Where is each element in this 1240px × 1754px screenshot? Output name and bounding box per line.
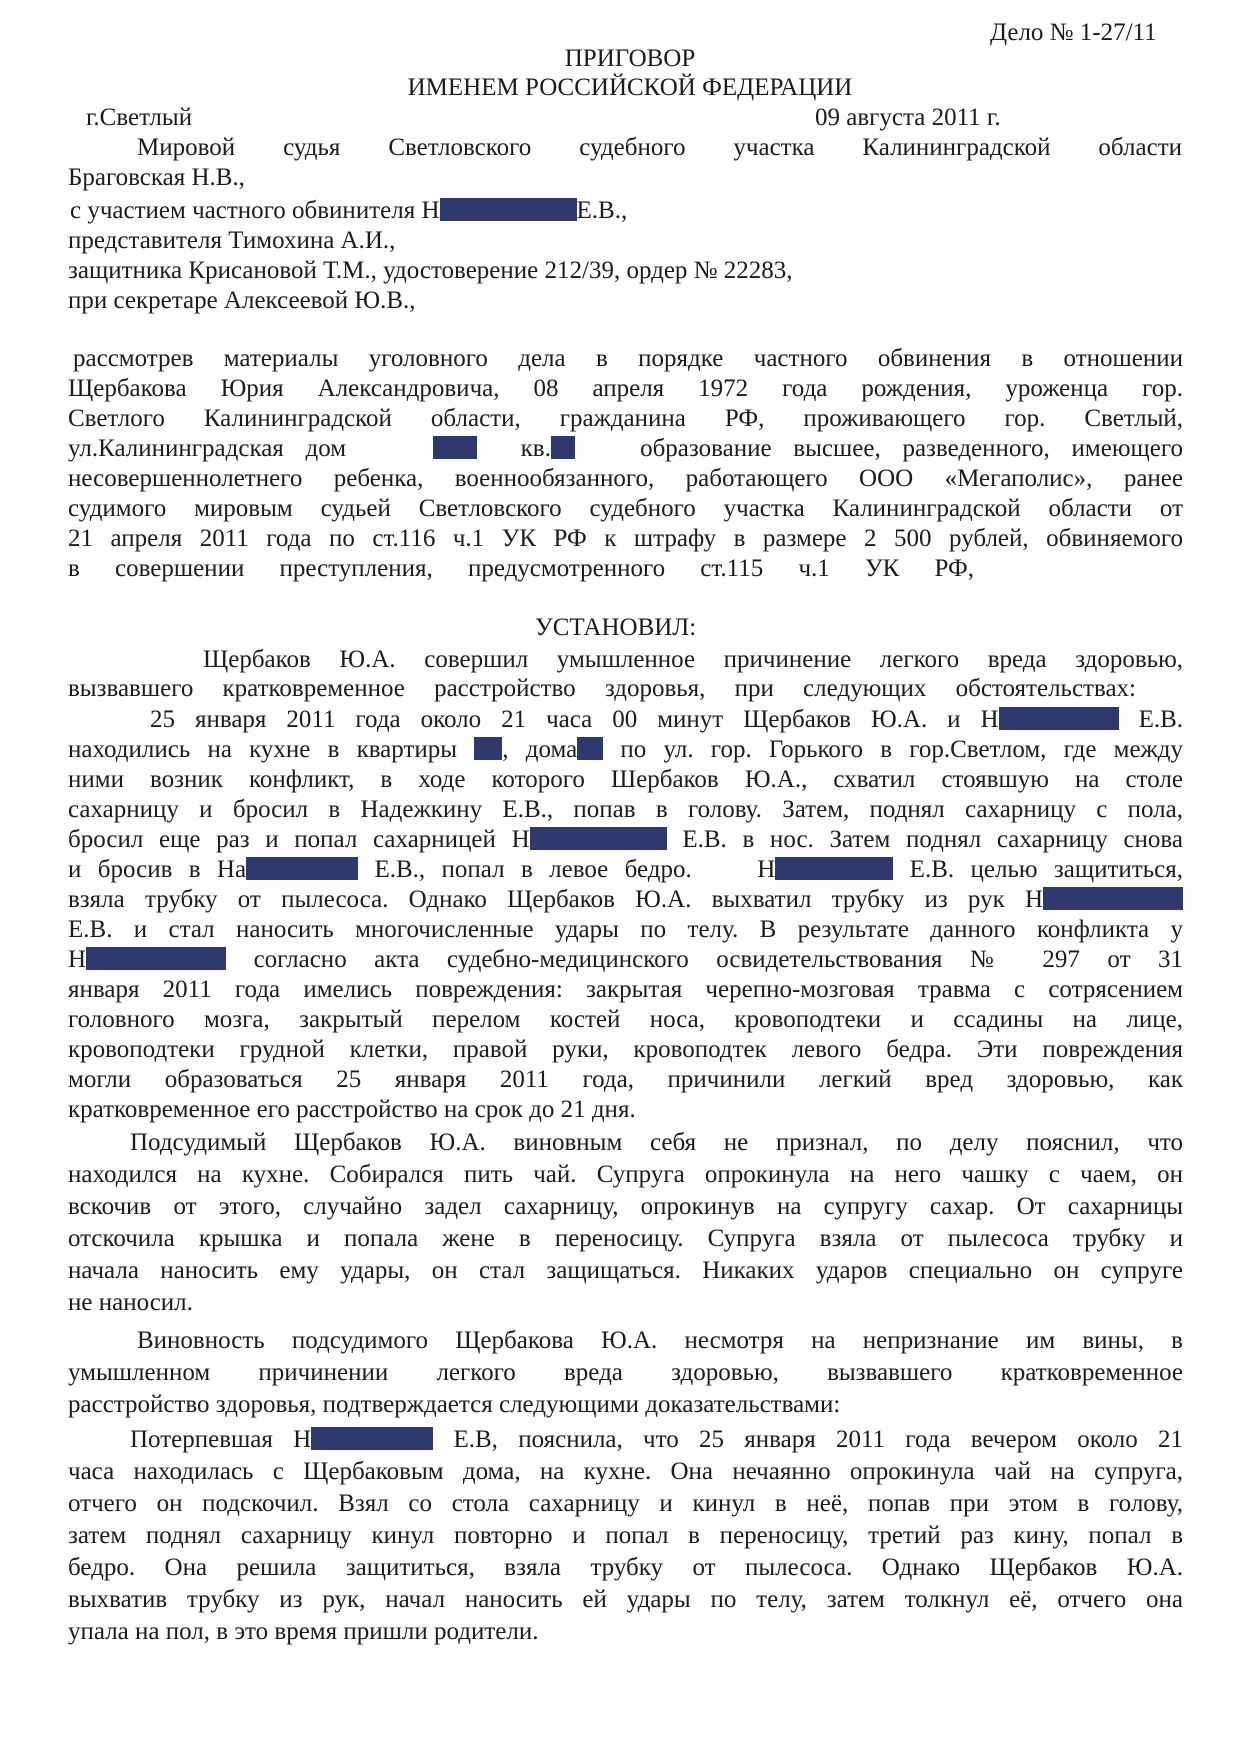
text-fragment: бросил еще раз и попал сахарницей Н <box>68 826 530 853</box>
body-line: января 2011 года имелись повреждения: закрытая черепно-мозговая травма с сотрясением <box>68 976 1183 1003</box>
redaction-block <box>775 857 893 880</box>
body-line <box>68 825 1183 855</box>
body-line: начала наносить ему удары, он стал защищаться. Никаких ударов специально он супруге <box>68 1257 1183 1284</box>
text-fragment: и бросив в На <box>68 856 247 883</box>
redaction-block <box>246 857 358 880</box>
text-fragment: по ул. гор. Горького в гор.Светлом, где между <box>620 736 1184 763</box>
body-line: отчего он подскочил. Взял со стола сахарницу и кинул в неё, попав при этом в голову, <box>68 1490 1183 1517</box>
redaction-block <box>551 436 575 459</box>
body-line: ними возник конфликт, в ходе которого Шербаков Ю.А., схватил стоявшую на столе <box>68 766 1183 793</box>
text-fragment: ул.Калининградская дом <box>68 435 347 462</box>
body-line: кровоподтеки грудной клетки, правой руки, кровоподтек левого бедра. Эти повреждения <box>68 1036 1183 1063</box>
case-number: Дело № 1-27/11 <box>990 19 1157 46</box>
body-line <box>150 705 1183 735</box>
body-line: вызвавшего кратковременное расстройство здоровья, при следующих обстоятельствах: <box>68 675 1136 702</box>
intro-line: защитника Крисановой Т.М., удостоверение 212/39, ордер № 22283, <box>68 257 793 284</box>
redaction-block <box>433 436 477 459</box>
text-fragment: образование высшее, разведенного, имеющего <box>640 435 1183 462</box>
intro-line: несовершеннолетнего ребенка, военнообязанного, работающего ООО «Мегаполис», ранее <box>68 465 1183 492</box>
text-fragment: Е.В., <box>576 197 628 224</box>
body-line: могли образоваться 25 января 2011 года, причинили легкий вред здоровью, как <box>68 1066 1183 1093</box>
intro-line: представителя Тимохина А.И., <box>68 227 396 254</box>
intro-line: Светлого Калининградской области, гражданина РФ, проживающего гор. Светлый, <box>68 405 1183 432</box>
body-line: Виновность подсудимого Щербакова Ю.А. несмотря на непризнание им вины, в <box>137 1327 1183 1354</box>
intro-line: 21 апреля 2011 года по ст.116 ч.1 УК РФ к штрафу в размере 2 500 рублей, обвиняемого <box>68 525 1183 552</box>
intro-line: Браговская Н.В., <box>68 164 245 191</box>
text-fragment: Е.В. в нос. Затем поднял сахарницу снова <box>682 826 1183 853</box>
redaction-block <box>1043 887 1183 910</box>
body-line <box>130 1425 1183 1455</box>
intro-line: при секретаре Алексеевой Ю.В., <box>68 287 416 314</box>
intro-line: рассмотрев материалы уголовного дела в порядке частного обвинения в отношении <box>73 345 1183 372</box>
text-fragment: с участием частного обвинителя Н <box>70 197 440 224</box>
date: 09 августа 2011 г. <box>815 104 1001 131</box>
text-fragment: находились на кухне в квартиры <box>68 736 458 763</box>
body-line: Подсудимый Щербаков Ю.А. виновным себя не признал, по делу пояснил, что <box>130 1129 1183 1156</box>
body-line: Щербаков Ю.А. совершил умышленное причинение легкого вреда здоровью, <box>203 646 1183 673</box>
intro-line <box>68 434 1183 464</box>
body-line: находился на кухне. Собирался пить чай. Супруга опрокинула на него чашку с чаем, он <box>68 1161 1183 1188</box>
text-fragment: дома <box>525 736 578 763</box>
body-line: затем поднял сахарницу кинул повторно и попал в переносицу, третий раз кину, попал в <box>68 1522 1183 1549</box>
text-fragment: Е.В. <box>1138 706 1184 733</box>
body-line: находились на кухне в квартиры , дома по ул. гор. Горького в гор.Светлом, где между <box>68 736 1184 763</box>
city: г.Светлый <box>86 104 193 131</box>
intro-line: в совершении преступления, предусмотренного ст.115 ч.1 УК РФ, <box>68 555 974 582</box>
redaction-block <box>577 737 603 760</box>
body-line: выхватив трубку из рук, начал наносить ей удары по телу, затем толкнул её, отчего она <box>68 1586 1183 1613</box>
body-line: умышленном причинении легкого вреда здоровью, вызвавшего кратковременное <box>68 1359 1183 1386</box>
body-line: головного мозга, закрытый перелом костей носа, кровоподтеки и ссадины на лице, <box>68 1006 1183 1033</box>
intro-line: Щербакова Юрия Александровича, 08 апреля 1972 года рождения, уроженца гор. <box>68 375 1183 402</box>
text-fragment: взяла трубку от пылесоса. Однако Щербаков Ю.А. выхватил трубку из рук Н <box>68 886 1043 913</box>
body-line: вскочив от этого, случайно задел сахарницу, опрокинув на супругу сахар. От сахарницы <box>68 1193 1183 1220</box>
body-line: часа находилась с Щербаковым дома, на кухне. Она нечаянно опрокинула чай на супруга, <box>68 1458 1183 1485</box>
body-line <box>68 885 1183 915</box>
text-fragment: Е.В, пояснила, что 25 января 2011 года вечером около 21 <box>453 1426 1184 1453</box>
intro-line: судимого мировым судьей Светловского судебного участка Калининградской области от <box>68 495 1183 522</box>
text-fragment: Е.В., попал в левое бедро. <box>374 856 692 883</box>
text-fragment: Е.В. целью защититься, <box>909 856 1183 883</box>
body-line: расстройство здоровья, подтверждается следующими доказательствами: <box>68 1391 841 1418</box>
redaction-block <box>86 947 226 970</box>
body-line: кратковременное его расстройство на срок до 21 дня. <box>68 1096 636 1123</box>
text-fragment: Потерпевшая Н <box>130 1426 312 1453</box>
body-line <box>68 945 1183 975</box>
document-title: ПРИГОВОР <box>564 45 696 72</box>
body-line: Е.В. и стал наносить многочисленные удары по телу. В результате данного конфликта у <box>68 916 1183 943</box>
body-line: бедро. Она решила защититься, взяла трубку от пылесоса. Однако Щербаков Ю.А. <box>68 1554 1183 1581</box>
body-line: сахарницу и бросил в Надежкину Е.В., попав в голову. Затем, поднял сахарницу с пола, <box>68 796 1183 823</box>
body-line: не наносил. <box>68 1289 193 1316</box>
text-fragment: Н <box>68 946 87 973</box>
intro-line <box>70 196 627 226</box>
intro-line: Мировой судья Светловского судебного участка Калининградской области <box>137 134 1182 161</box>
section-heading: УСТАНОВИЛ: <box>535 614 697 641</box>
text-fragment: Н <box>757 856 776 883</box>
redaction-block <box>440 198 577 221</box>
text-fragment: 25 января 2011 года около 21 часа 00 минут Щербаков Ю.А. и Н <box>150 706 999 733</box>
redaction-block <box>530 827 667 850</box>
text-fragment: кв. <box>520 435 551 462</box>
redaction-block <box>999 707 1119 730</box>
body-line <box>68 855 1183 885</box>
redaction-block <box>311 1427 433 1450</box>
text-fragment: согласно акта судебно-медицинского освидетельствования № 297 от 31 <box>253 946 1184 973</box>
redaction-block <box>474 737 502 760</box>
document-subtitle: ИМЕНЕМ РОССИЙСКОЙ ФЕДЕРАЦИИ <box>407 74 853 101</box>
body-line: отскочила крышка и попала жене в переносицу. Супруга взяла от пылесоса трубку и <box>68 1225 1183 1252</box>
body-line: упала на пол, в это время пришли родители. <box>68 1618 539 1645</box>
